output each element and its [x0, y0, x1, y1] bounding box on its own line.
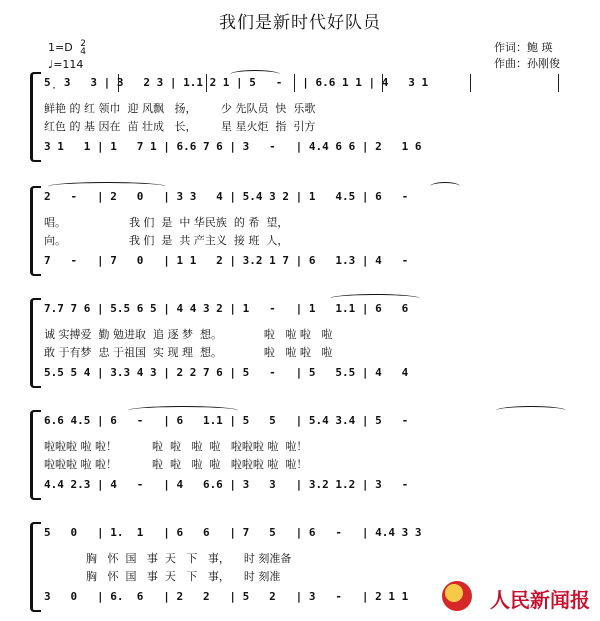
lyrics-verse-2: 红色 的 基 因在 苗 壮成 长， 星 星火炬 指 引方: [44, 120, 316, 133]
lyrics-verse-2: 啦啦啦 啦 啦！ 啦 啦 啦 啦 啦啦啦 啦 啦！: [44, 458, 308, 471]
slur: [430, 182, 460, 191]
system-brace: [30, 72, 41, 162]
score-system-2: [30, 186, 580, 276]
lower-voice-notes: 7 - | 7 0 | 1 1 2 | 3.2 1 7 | 6 1.3 | 4 -: [44, 254, 409, 267]
lyrics-verse-1: 唱。 我 们 是 中 华民族 的 希 望，: [44, 216, 289, 229]
lyrics-verse-2: 胸 怀 国 事 天 下 事， 时 刻准: [44, 570, 281, 583]
credits: [494, 40, 560, 72]
tie: [496, 406, 566, 415]
system-brace: [30, 186, 41, 276]
key-label: 1=D: [48, 41, 73, 54]
watermark: 人民新闻报: [490, 588, 590, 612]
lyrics-verse-1: 诚 实搏爱 勤 勉进取 追 逐 梦 想。 啦 啦 啦 啦: [44, 328, 333, 341]
system-brace: [30, 522, 41, 612]
lyrics-verse-1: 啦啦啦 啦 啦！ 啦 啦 啦 啦 啦啦啦 啦 啦！: [44, 440, 308, 453]
upper-voice-notes: 7.7 7 6 | 5.5 6 5 | 4 4 3 2 | 1 - | 1 1.1 | 6 6: [44, 302, 409, 315]
lower-voice-notes: 4.4 2.3 | 4 - | 4 6.6 | 3 3 | 3.2 1.2 | 3 -: [44, 478, 409, 491]
song-title: 我们是新时代好队员: [219, 13, 381, 33]
upper-voice-notes: 5 0 | 1. 1 | 6 6 | 7 5 | 6 - | 4.4 3 3: [44, 526, 422, 539]
lyrics-verse-1: 胸 怀 国 事 天 下 事， 时 刻准备: [44, 552, 292, 565]
time-signature: 2 4: [80, 39, 86, 57]
upper-voice-notes: 2 - | 2 0 | 3 3 4 | 5.4 3 2 | 1 4.5 | 6 -: [44, 190, 409, 203]
lyrics-verse-2: 向。 我 们 是 共 产主义 接 班 人，: [44, 234, 289, 247]
lyricist: 作词：鲍 瑛: [494, 41, 553, 54]
composer: 作曲：孙刚俊: [494, 57, 560, 70]
watermark-logo-icon: [442, 581, 472, 611]
key-signature: [48, 40, 86, 56]
score-system-1: [30, 72, 580, 162]
system-brace: [30, 298, 41, 388]
upper-voice-notes: 6.6 4.5 | 6 - | 6 1.1 | 5 5 | 5.4 3.4 | 5 -: [44, 414, 409, 427]
lower-voice-notes: 3 0 | 6. 6 | 2 2 | 5 2 | 3 - | 2 1 1: [44, 590, 409, 603]
barline: [470, 74, 471, 92]
lyrics-verse-1: 鲜艳 的 红 领巾 迎 风飘 扬， 少 先队员 快 乐歌: [44, 102, 316, 115]
lyrics-verse-2: 敢 于有梦 忠 于祖国 实 现 理 想。 啦 啦 啦 啦: [44, 346, 333, 359]
score-system-4: [30, 410, 580, 500]
upper-voice-notes: 5̣ 3 3 | 3 2 3 | 1.1 2 1 | 5 - | 6.6 1 1 | 4 3 1: [44, 76, 429, 89]
system-brace: [30, 410, 41, 500]
barline: [558, 74, 559, 92]
lower-voice-notes: 5.5 5 4 | 3.3 4 3 | 2 2 7 6 | 5 - | 5 5.5 | 4 4: [44, 366, 409, 379]
tempo-marking: ♩=114: [48, 58, 84, 71]
lower-voice-notes: 3 1 1 | 1 7 1 | 6.6 7 6 | 3 - | 4.4 6 6 | 2 1 6: [44, 140, 422, 153]
score-system-3: [30, 298, 580, 388]
